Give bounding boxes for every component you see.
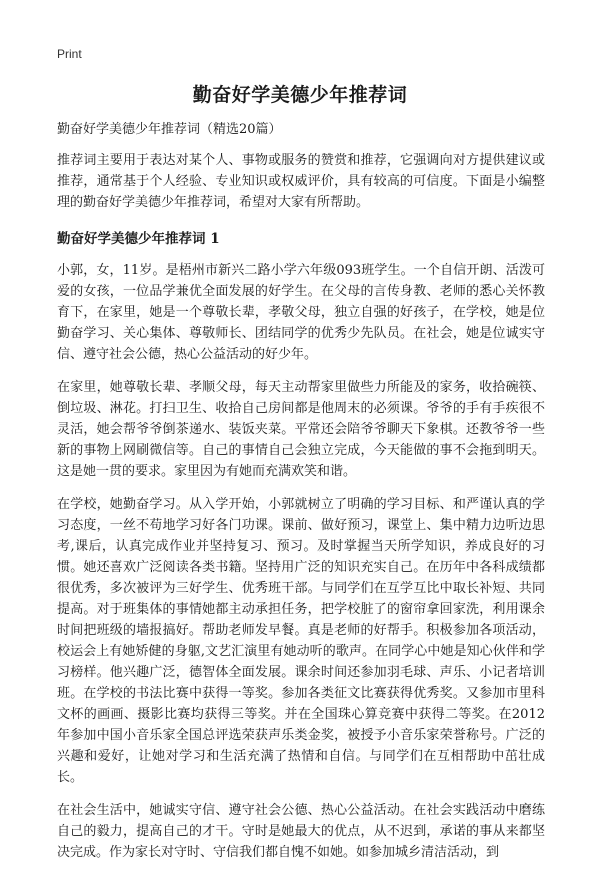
body-paragraph: 在学校，她勤奋学习。从入学开始，小郭就树立了明确的学习目标、和严谨认真的学习态度，一丝不苟地学习好各门功课。课前、做好预习，课堂上、集中精力边听边思考,课后，认真完成作业并坚持复习、预习。及时掌握当天所学知识，养成良好的习惯。她还喜欢广泛阅读各类书籍。坚持用广泛的知识充实自己。在历年中各科成绩都很优秀，多次被评为三好学生、优秀班干部。与同学们在互学互比中取长补短、共同提高。对于班集体的事情她都主动承担任务，把学校脏了的窗帘拿回家洗，利用课余时间把班级的墙报搞好。帮助老师发早餐。真是老师的好帮手。积极参加各项活动，校运会上有她矫健的身躯,文艺汇演里有她动听的歌声。在同学心中她是知心伙伴和学习榜样。他兴趣广泛，德智体全面发展。课余时间还参加羽毛球、声乐、小记者培训班。在学校的书法比赛中获得一等奖。参加各类征文比赛获得优秀奖。又参加市里科文杯的画画、摄影比赛均获得三等奖。并在全国珠心算竞赛中获得二等奖。在2012年参加中国小音乐家全国总评选荣获声乐类金奖，被授予小音乐家荣誉称号。广泛的兴趣和爱好，让她对学习和生活充满了热情和自信。与同学们在互相帮助中茁壮成长。 (57, 497, 545, 785)
document-body (57, 119, 545, 875)
print-label: Print (57, 47, 82, 61)
body-paragraph: 小郭，女，11岁。是梧州市新兴二路小学六年级093班学生。一个自信开朗、活泼可爱的女孩，一位品学兼优全面发展的好学生。在父母的言传身教、老师的悉心关怀教育下，在家里，她是一个尊敬长辈，孝敬父母，独立自强的好孩子，在学校，她是位勤奋学习、关心集体、尊敬师长、团结同学的优秀少先队员。在社会，她是位诚实守信、遵守社会公德，热心公益活动的好少年。 (57, 263, 545, 362)
section-heading: 勤奋好学美德少年推荐词 1 (57, 231, 220, 247)
intro-paragraph: 推荐词主要用于表达对某个人、事物或服务的赞赏和推荐，它强调向对方提供建议或推荐，通常基于个人经验、专业知识或权威评价，具有较高的可信度。下面是小编整理的勤奋好学美德少年推荐词，希望对大家有所帮助。 (57, 153, 545, 210)
document-title: 勤奋好学美德少年推荐词 (192, 84, 408, 106)
document-subtitle: 勤奋好学美德少年推荐词（精选20篇） (57, 122, 282, 137)
body-paragraph: 在社会生活中，她诚实守信、遵守社会公德、热心公益活动。在社会实践活动中磨练自己的毅力，提高自己的才干。守时是她最大的优点，从不迟到，承诺的事从来都坚决完成。作为家长对守时、守信我们都自愧不如她。如参加城乡清洁活动，到 (57, 803, 545, 860)
body-paragraph: 在家里，她尊敬长辈、孝顺父母，每天主动帮家里做些力所能及的家务，收拾碗筷、倒垃圾、淋花。打扫卫生、收拾自己房间都是他周末的必须课。爷爷的手有手疾很不灵活，她会帮爷爷倒茶递水、装饭夹菜。平常还会陪爷爷聊天下象棋。还教爷爷一些新的事物上网刷微信等。自己的事情自己会独立完成，今天能做的事不会拖到明天。这是她一贯的要求。家里因为有她而充满欢笑和谐。 (57, 380, 545, 479)
